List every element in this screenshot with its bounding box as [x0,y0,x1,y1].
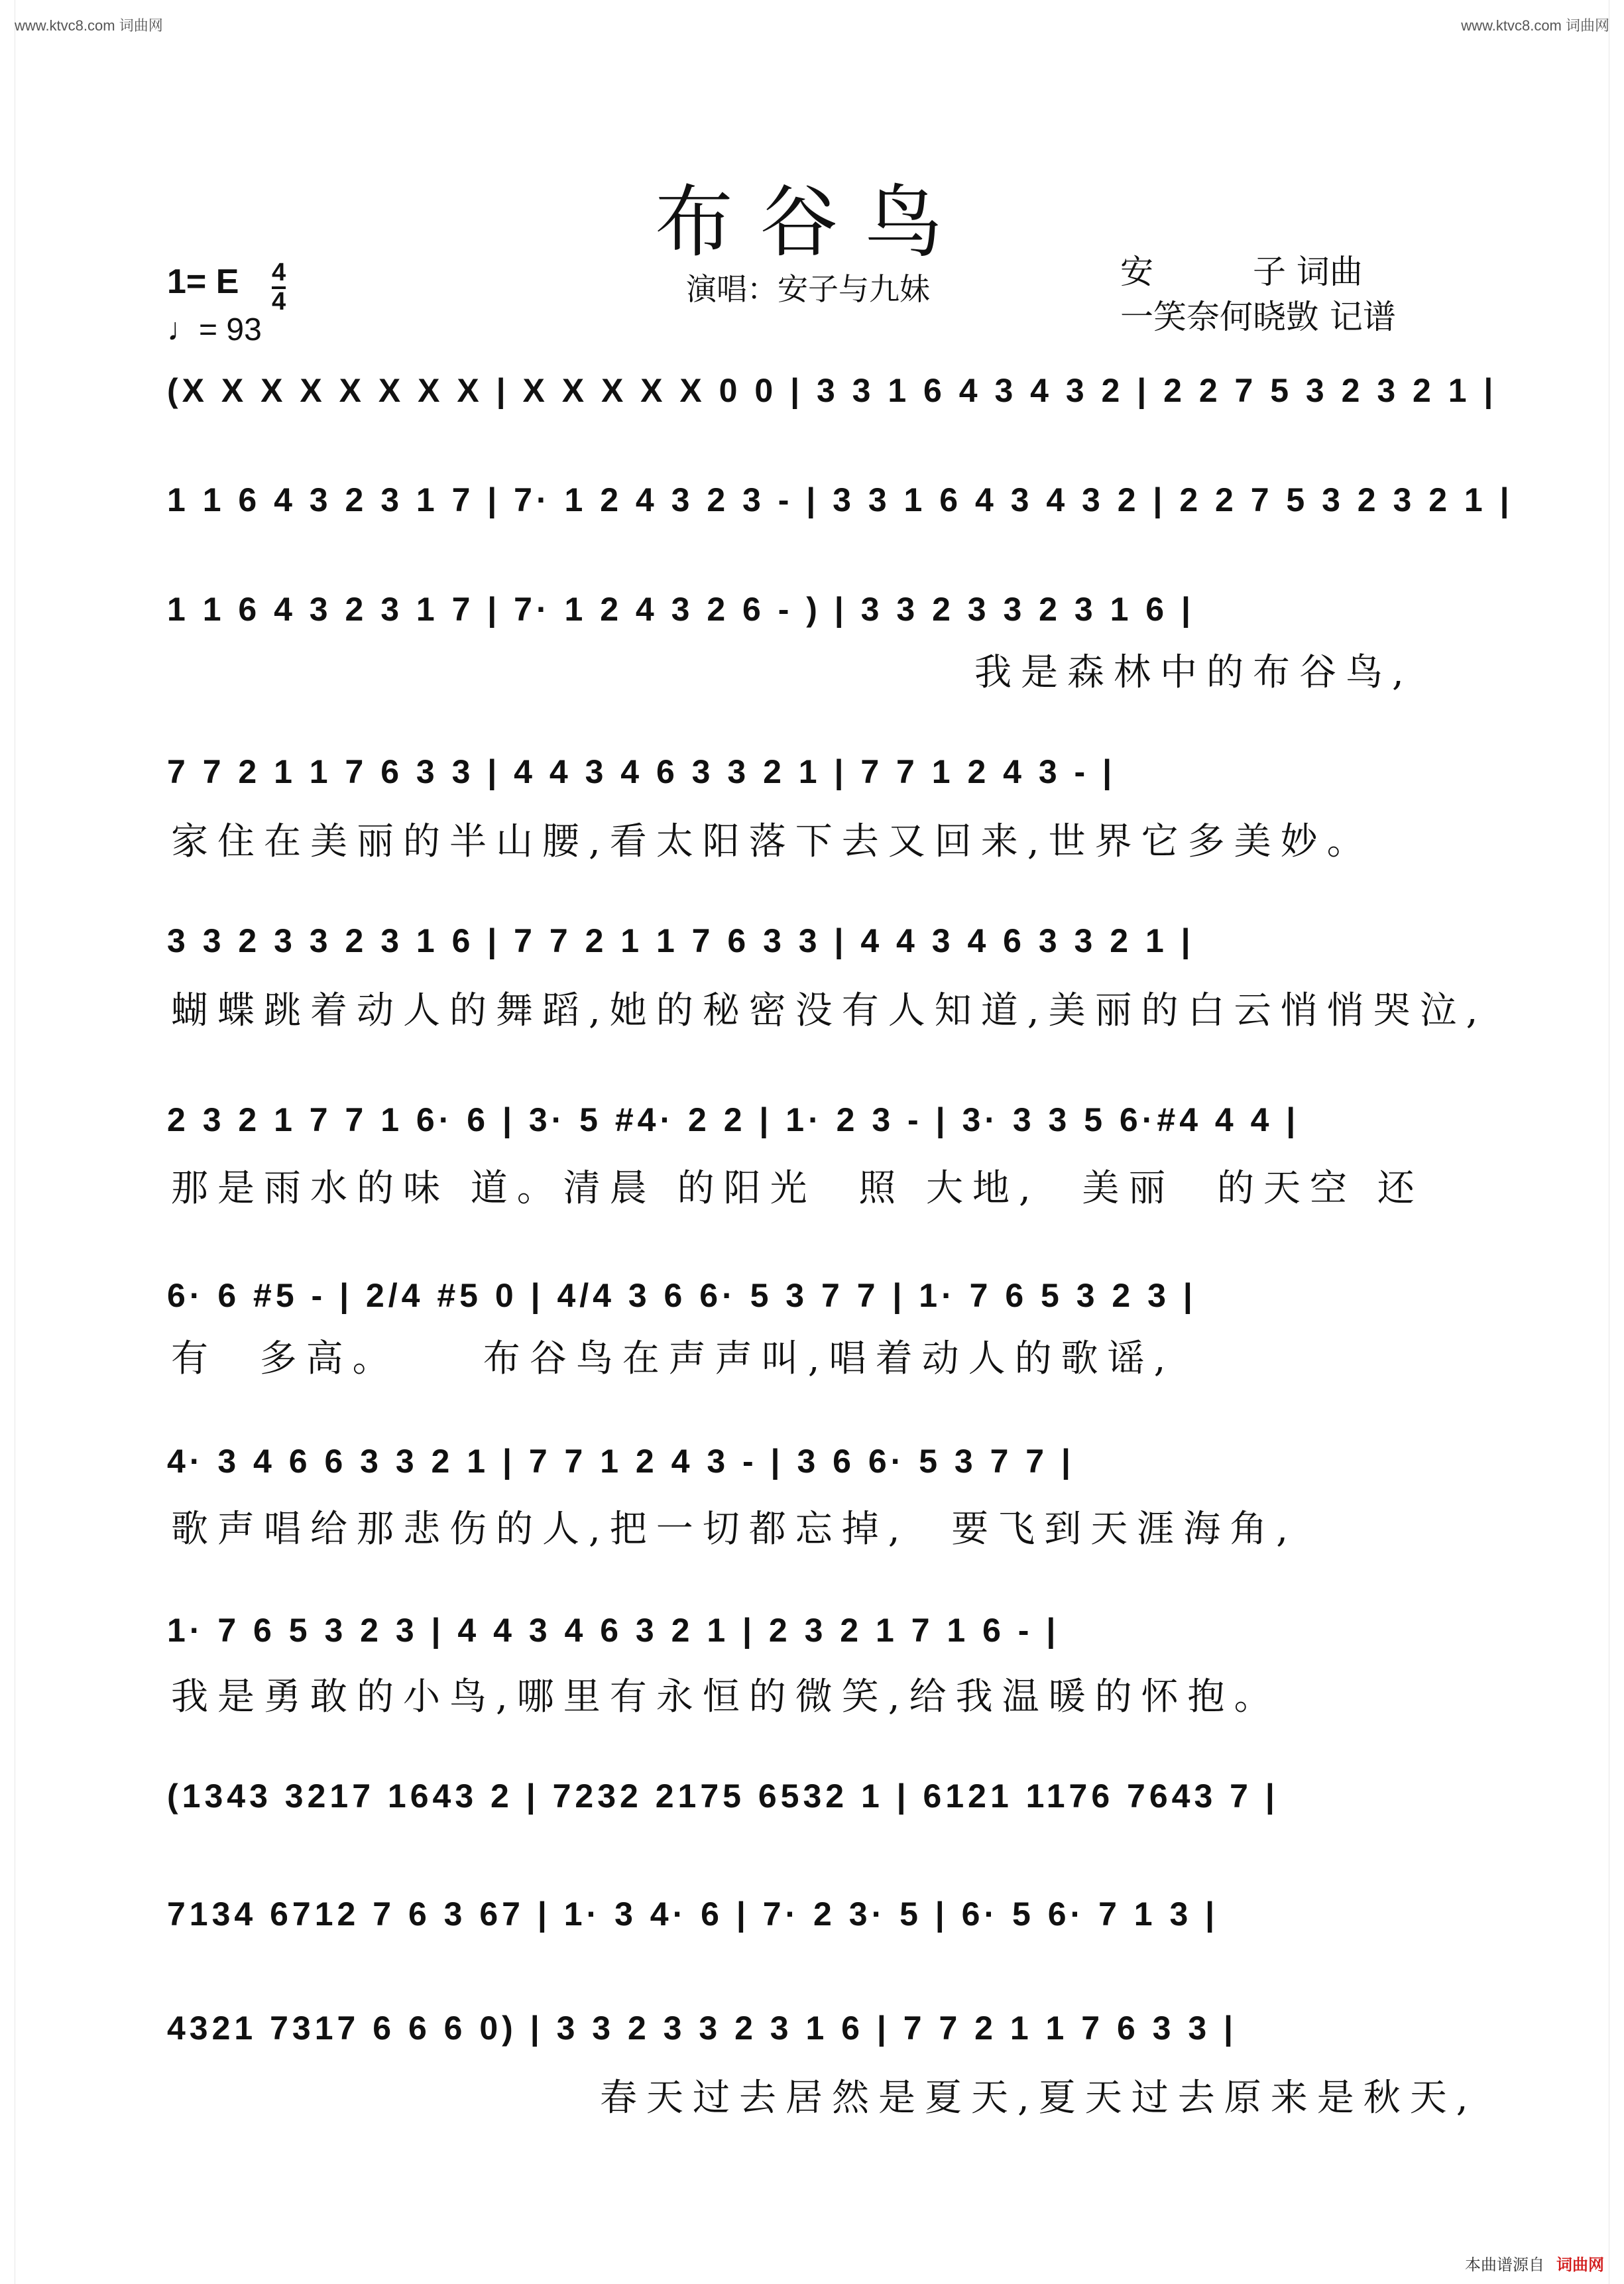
time-signature [272,260,286,314]
notation-line-1: (X X X X X X X X | X X X X X 0 0 | 3 3 1 6 4 3 4 3 2 | 2 2 7 5 3 2 3 2 1 | [167,372,1497,409]
lyrics-line-6: 那是雨水的味 道。清晨 的阳光 照 大地, 美丽 的天空 还 [171,1167,1424,1210]
left-margin-strip [0,0,15,2284]
notation-line-8: 4· 3 4 6 6 3 3 2 1 | 7 7 1 2 4 3 - | 3 6 6· 5 3 7 7 | [167,1443,1074,1480]
source-footer [1465,2252,1604,2275]
lyrics-line-9: 我是勇敢的小鸟,哪里有永恒的微笑,给我温暖的怀抱。 [171,1675,1281,1718]
notation-line-11: 7134 6712 7 6 3 67 | 1· 3 4· 6 | 7· 2 3· 5 | 6· 5 6· 7 1 3 | [167,1895,1219,1933]
footer-brand: 词曲网 [1556,2256,1604,2274]
tempo-marking: ♩= 93 [167,312,262,347]
right-margin-strip [1609,0,1624,2284]
time-signature-top: 4 [272,260,286,289]
lyrics-music-credit: 安 子 词曲 [1120,253,1363,291]
lyrics-line-3: 我是森林中的布谷鸟, [974,651,1413,694]
footer-label: 本曲谱源自 [1465,2256,1544,2274]
watermark-right: www.ktvc8.com 词曲网 [1461,17,1609,34]
notation-line-6: 2 3 2 1 7 7 1 6· 6 | 3· 5 #4· 2 2 | 1· 2 3 - | 3· 3 3 5 6·#4 4 4 | [167,1101,1300,1138]
notation-line-4: 7 7 2 1 1 7 6 3 3 | 4 4 3 4 6 3 3 2 1 | 7 7 1 2 4 3 - | [167,753,1116,790]
song-title: 布谷鸟 [654,176,969,268]
lyrics-line-7: 有 多高。 布谷鸟在声声叫,唱着动人的歌谣, [171,1337,1175,1380]
notation-line-10: (1343 3217 1643 2 | 7232 2175 6532 1 | 6121 1176 7643 7 | [167,1777,1279,1815]
notation-line-2: 1 1 6 4 3 2 3 1 7 | 7· 1 2 4 3 2 3 - | 3 3 1 6 4 3 4 3 2 | 2 2 7 5 3 2 3 2 1 | [167,481,1513,518]
performer-credit: 演唱：安子与九妹 [686,271,930,307]
lyrics-line-4: 家住在美丽的半山腰,看太阳落下去又回来,世界它多美妙。 [171,820,1373,863]
notation-line-5: 3 3 2 3 3 2 3 1 6 | 7 7 2 1 1 7 6 3 3 | 4 4 3 4 6 3 3 2 1 | [167,922,1194,959]
notation-line-12: 4321 7317 6 6 6 0) | 3 3 2 3 3 2 3 1 6 | 7 7 2 1 1 7 6 3 3 | [167,2010,1238,2047]
watermark-left: www.ktvc8.com 词曲网 [15,17,163,34]
notation-line-3: 1 1 6 4 3 2 3 1 7 | 7· 1 2 4 3 2 6 - ) | 3 3 2 3 3 2 3 1 6 | [167,591,1194,628]
lyrics-line-8: 歌声唱给那悲伤的人,把一切都忘掉, 要飞到天涯海角, [171,1508,1298,1551]
lyrics-line-5: 蝴蝶跳着动人的舞蹈,她的秘密没有人知道,美丽的白云悄悄哭泣, [171,989,1487,1032]
transcriber-credit: 一笑奈何晓敳 记谱 [1120,298,1396,336]
notation-line-7: 6· 6 #5 - | 2/4 #5 0 | 4/4 3 6 6· 5 3 7 7 | 1· 7 6 5 3 2 3 | [167,1277,1196,1314]
key-signature: 1= E [167,263,239,301]
lyrics-line-12: 春天过去居然是夏天,夏天过去原来是秋天, [600,2076,1478,2120]
time-signature-bottom: 4 [272,288,286,316]
notation-line-9: 1· 7 6 5 3 2 3 | 4 4 3 4 6 3 2 1 | 2 3 2 1 7 1 6 - | [167,1612,1060,1649]
